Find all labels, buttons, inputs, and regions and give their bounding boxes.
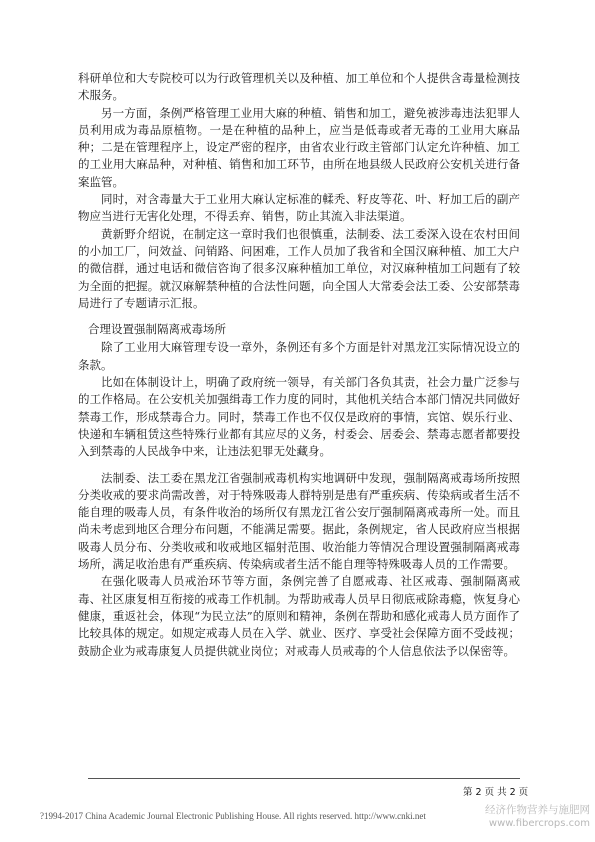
paragraph-strict-management: 另一方面，条例严格管理工业用大麻的种植、销售和加工，避免被涉毒违法犯罪人员利用成为毒品原植物。一是在种植的品种上，应当是低毒或者无毒的工业用大麻品种；二是在管理程序上，设定严密的程序，由省农业行政主管部门认定允许种植、加工的工业用大麻品种，对种植、销售和加工环节，由所在地县级人民政府公安机关进行备案监管。 (78, 105, 520, 189)
paragraph-special-provisions: 除了工业用大麻管理专设一章外，条例还有多个方面是针对黑龙江实际情况设立的条款。 (78, 340, 520, 372)
spacer (78, 461, 520, 470)
site-watermark (478, 804, 590, 830)
paragraph-testing-services: 科研单位和大专院校可以为行政管理机关以及种植、加工单位和个人提供含毒量检测技术服务。 (78, 71, 520, 103)
spacer (78, 312, 520, 321)
section-heading: 合理设置强制隔离戒毒场所 (88, 322, 226, 337)
footer-divider (88, 778, 520, 779)
article-body (78, 70, 520, 660)
paragraph-rehabilitation: 在强化吸毒人员戒治环节等方面，条例完善了自愿戒毒、社区戒毒、强制隔离戒毒、社区康复相互衔接的戒毒工作机制。为帮助戒毒人员早日彻底戒除毒瘾，恢复身心健康，重返社会，体现“为民立法”的原则和精神，条例在帮助和感化戒毒人员方面作了比较具体的规定。如规定戒毒人员在入学、就业、医疗、享受社会保障方面不受歧视；鼓励企业为戒毒康复人员提供就业岗位；对戒毒人员戒毒的个人信息依法予以保密等。 (78, 574, 520, 658)
page-number: 第 2 页 共 2 页 (463, 787, 529, 798)
paragraph-system-design: 比如在体制设计上，明确了政府统一领导，有关部门各负其责，社会力量广泛参与的工作格局。在公安机关加强缉毒工作力度的同时，其他机关结合本部门情况共同做好禁毒工作，形成禁毒合力。同时，禁毒工作也不仅仅是政府的事情，宾馆、娱乐行业、快递和车辆租赁这些特殊行业都有其应尽的义务，村委会、居委会、禁毒志愿者都要投入到禁毒的人民战争中来，让违法犯罪无处藏身。 (78, 375, 520, 459)
watermark-url: www.fibercrops.com (488, 818, 590, 829)
paragraph-legislative-research: 黄新野介绍说，在制定这一章时我们也很慎重，法制委、法工委深入设在农村田间的小加工厂，问效益、问销路、问困难，工作人员加了我省和全国汉麻种植、加工大户的微信群，通过电话和微信咨询了很多汉麻种植加工单位，对汉麻种植加工问题有了较为全面的把握。就汉麻解禁种植的合法性问题，向全国人大常委会法工委、公安部禁毒局进行了专题请示汇报。 (78, 226, 520, 310)
paragraph-detention-facilities: 法制委、法工委在黑龙江省强制戒毒机构实地调研中发现，强制隔离戒毒场所按照分类收戒的要求尚需改善，对于特殊吸毒人群特别是患有严重疾病、传染病或者生活不能自理的吸毒人员，有条件收治的场所仅有黑龙江省公安厅强制隔离戒毒所一处。而且尚未考虑到地区合理分布问题，不能满足需要。据此，条例规定，省人民政府应当根据吸毒人员分布、分类收戒和收戒地区辐射范围、收治能力等情况合理设置强制隔离戒毒场所，满足收治患有严重疾病、传染病或者生活不能自理等特殊吸毒人员的工作需要。 (78, 470, 520, 572)
watermark-site-name: 经济作物营养与施肥网 (485, 804, 590, 816)
paragraph-byproduct-disposal: 同时，对含毒量大于工业用大麻认定标准的輮秃、籽皮等花、叶、籽加工后的副产物应当进行无害化处理，不得丢弃、销售，防止其流入非法渠道。 (78, 192, 520, 224)
copyright-notice: ?1994-2017 China Academic Journal Electronic Publishing House. All rights reserved. http://www.cnki.net (40, 811, 426, 821)
